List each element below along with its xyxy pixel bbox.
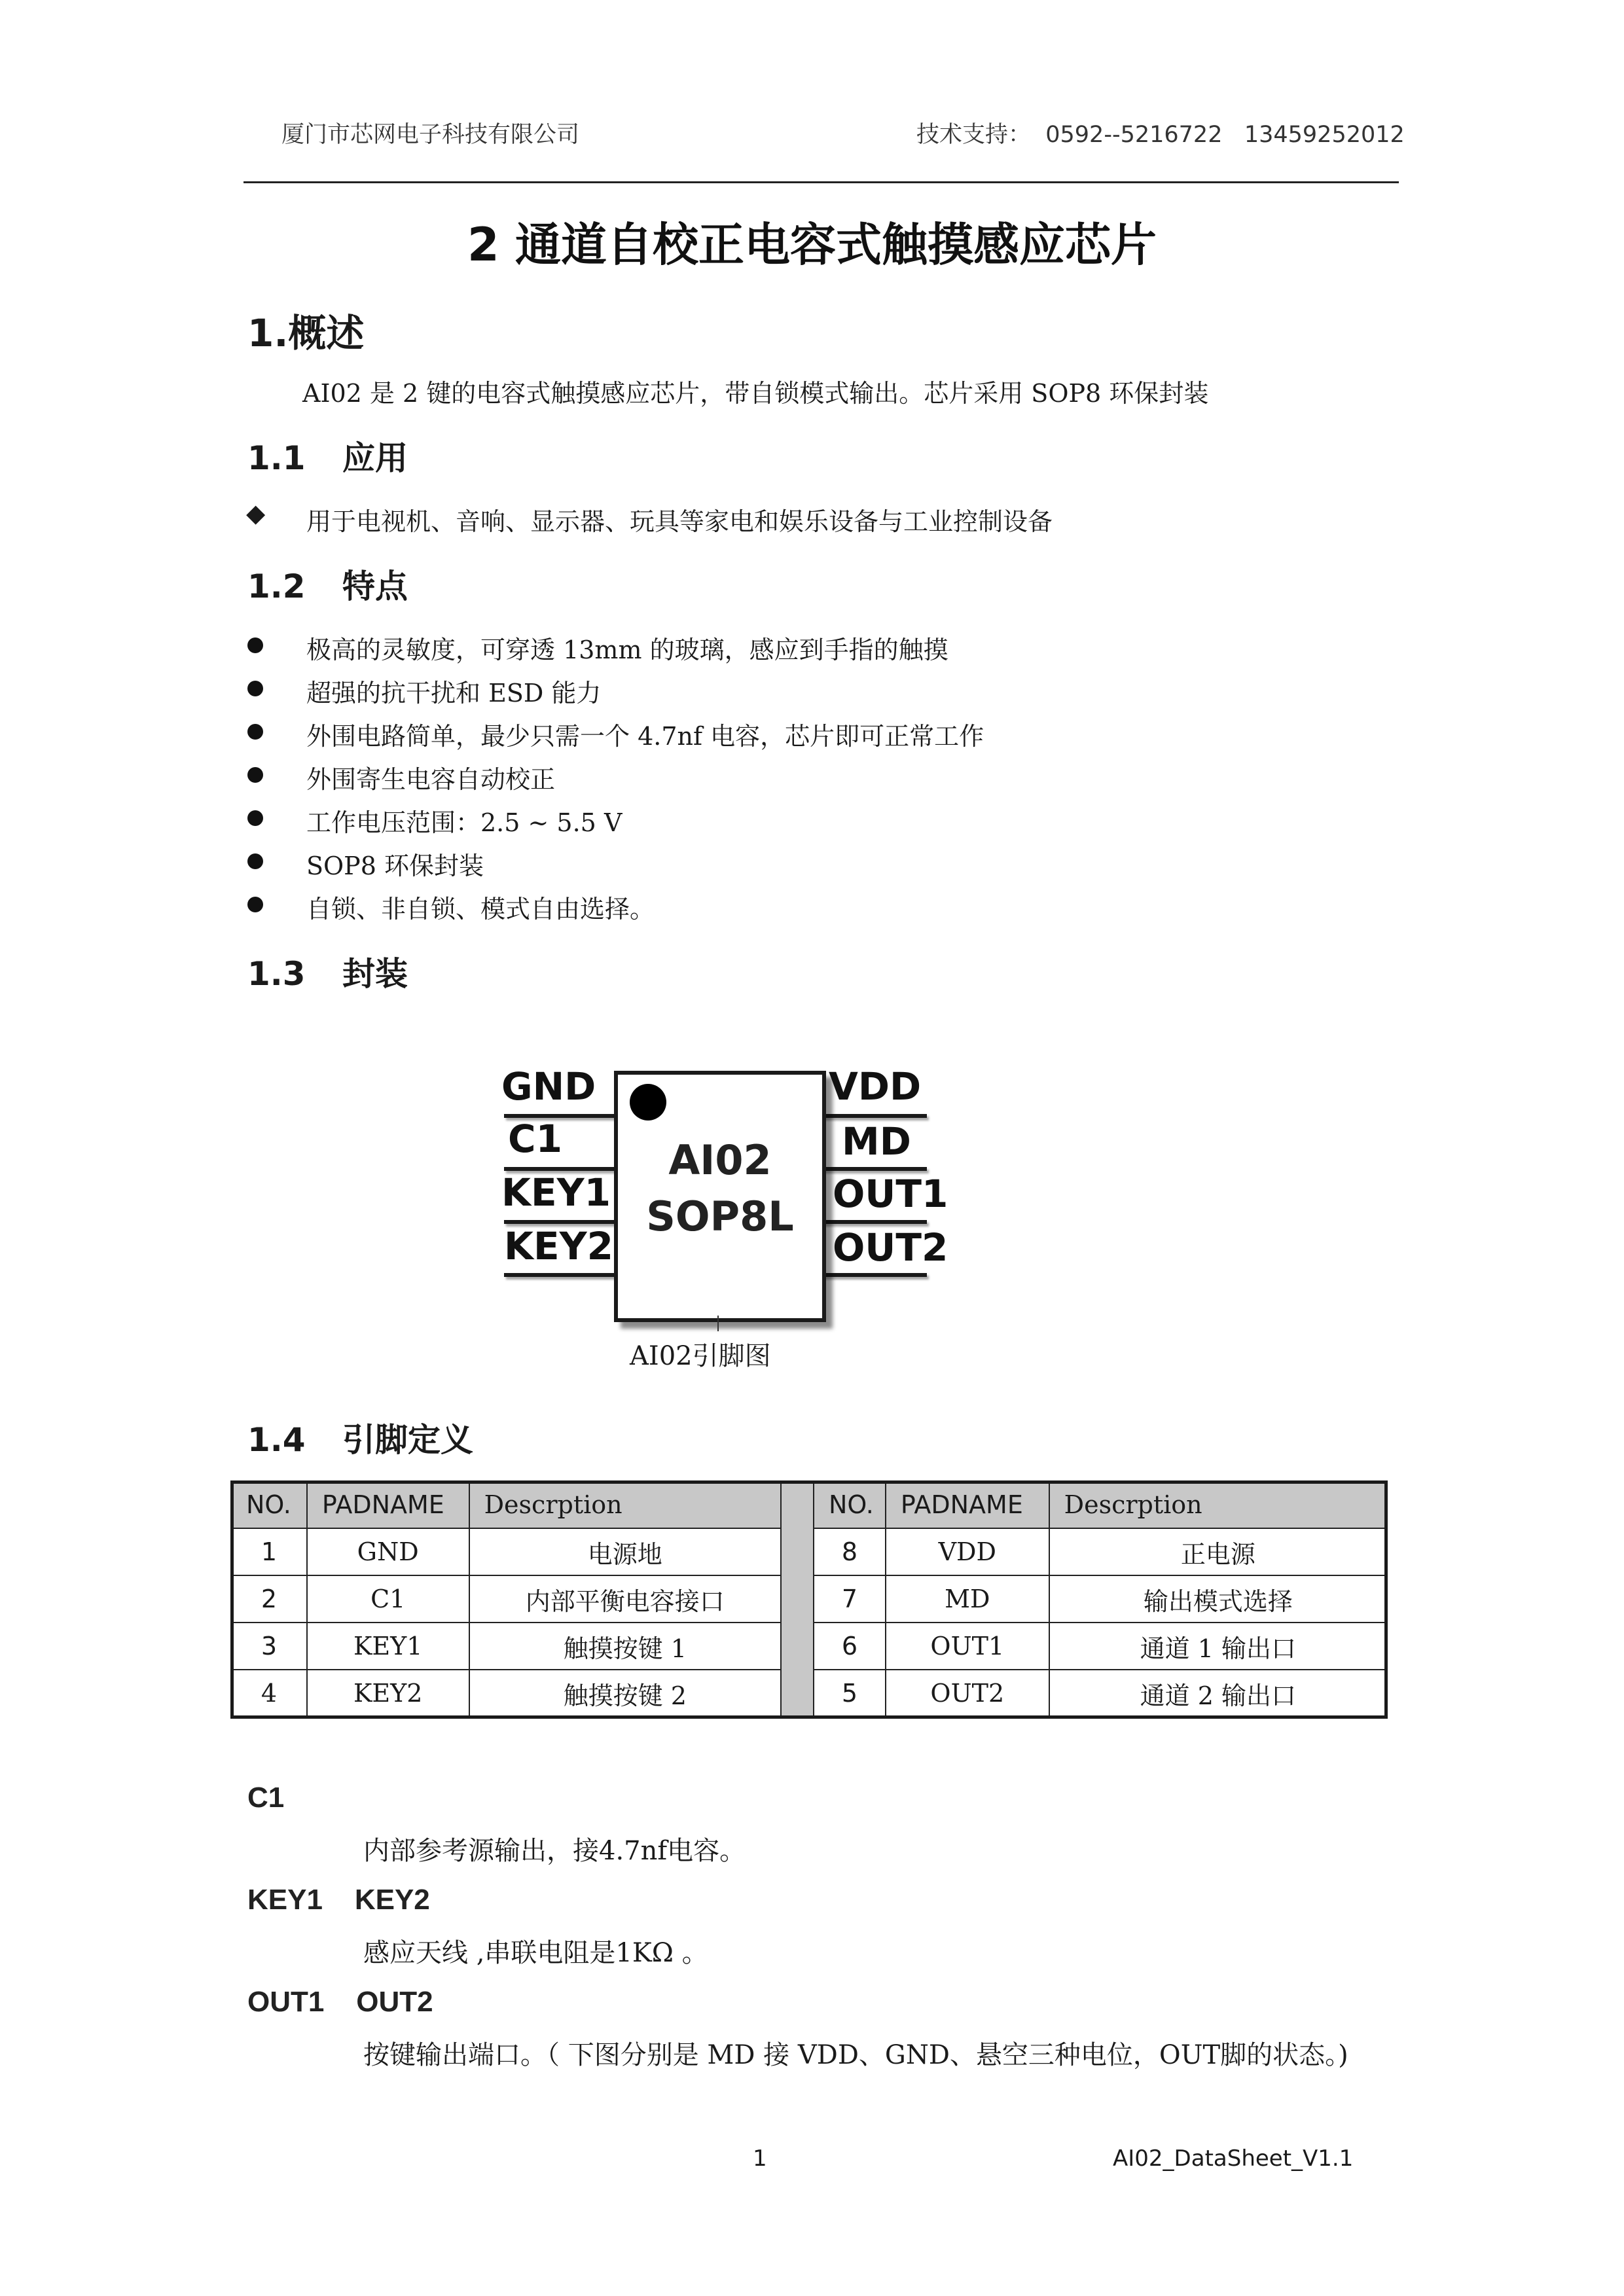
- pin-definition-heading: [247, 1414, 473, 1461]
- document-title: 2 通道自校正电容式触摸感应芯片: [467, 218, 1157, 272]
- table-row: 3 KEY1 触摸按键 1: [231, 1623, 781, 1670]
- section-number: 1.1: [247, 439, 306, 477]
- pin-lead: [504, 1273, 614, 1277]
- table-row: 6 OUT1 通道 1 输出口: [814, 1623, 1387, 1670]
- chip-model: AI02: [668, 1136, 772, 1184]
- pin1-marker-icon: [630, 1084, 666, 1121]
- section-number: 1.2: [247, 567, 306, 605]
- support-contact: 技术支持： 0592--5216722 13459252012: [916, 122, 1405, 148]
- overview-heading: 1.概述: [247, 311, 365, 355]
- section-title: 封装: [342, 955, 408, 993]
- pin-note-desc: 感应天线 ,串联电阻是1KΩ 。: [363, 1938, 708, 1968]
- pin-note-desc: 内部参考源输出，接4.7nf电容。: [363, 1836, 746, 1866]
- table-row: 7 MD 输出模式选择: [814, 1575, 1387, 1623]
- pin-label-gnd: GND: [501, 1064, 596, 1109]
- company-name: 厦门市芯网电子科技有限公司: [281, 122, 580, 148]
- table-divider-column: [780, 1480, 814, 1719]
- pin-label-key1: KEY1: [501, 1170, 611, 1215]
- pin-label-key2: KEY2: [504, 1224, 613, 1268]
- pin-note-title: OUT1 OUT2: [247, 1986, 433, 2018]
- pin-note-desc: 按键输出端口。（ 下图分别是 MD 接 VDD、GND、悬空三种电位，OUT脚的状态。): [363, 2040, 1348, 2070]
- pin-label-vdd: VDD: [829, 1064, 922, 1109]
- bullet-dot-icon: [247, 637, 263, 653]
- section-title: 特点: [342, 567, 408, 605]
- caption-tick: [717, 1316, 719, 1331]
- figure-caption: AI02引脚图: [630, 1341, 771, 1371]
- table-row: 4 KEY2 触摸按键 2: [231, 1670, 781, 1717]
- pin-label-md: MD: [842, 1119, 911, 1164]
- overview-text: AI02 是 2 键的电容式触摸感应芯片，带自锁模式输出。芯片采用 SOP8 环保封装: [302, 379, 1209, 408]
- pin-label-c1: C1: [508, 1117, 562, 1161]
- table-row: 2 C1 内部平衡电容接口: [231, 1575, 781, 1623]
- pin-lead: [822, 1273, 927, 1277]
- pin-lead: [822, 1167, 927, 1171]
- pin-note-title: KEY1 KEY2: [247, 1884, 430, 1916]
- table-header-row: NO. PADNAME Descrption: [814, 1481, 1387, 1528]
- pin-label-out1: OUT1: [833, 1172, 948, 1216]
- bullet-dot-icon: [247, 767, 263, 783]
- pin-note-title: C1: [247, 1782, 285, 1814]
- bullet-dot-icon: [247, 681, 263, 696]
- bullet-dot-icon: [247, 853, 263, 869]
- chip-package: SOP8L: [646, 1193, 794, 1240]
- pin-table-left: [230, 1480, 782, 1717]
- features-heading: [247, 560, 408, 607]
- page-number: 1: [753, 2145, 767, 2172]
- table-row: 5 OUT2 通道 2 输出口: [814, 1670, 1387, 1717]
- table-row: 8 VDD 正电源: [814, 1528, 1387, 1575]
- package-heading: [247, 948, 408, 995]
- bullet-dot-icon: [247, 810, 263, 826]
- pin-label-out2: OUT2: [833, 1225, 948, 1270]
- table-header-row: NO. PADNAME Descrption: [231, 1481, 781, 1528]
- pin-table-right: [813, 1480, 1388, 1717]
- diamond-bullet-icon: ◆: [246, 499, 266, 528]
- section-number: 1.3: [247, 955, 306, 993]
- section-title: 引脚定义: [342, 1421, 473, 1459]
- section-title: 应用: [342, 439, 408, 477]
- table-row: 1 GND 电源地: [231, 1528, 781, 1575]
- document-id: AI02_DataSheet_V1.1: [1113, 2145, 1354, 2172]
- section-number: 1.4: [247, 1421, 306, 1459]
- bullet-dot-icon: [247, 724, 263, 740]
- bullet-dot-icon: [247, 897, 263, 912]
- application-heading: [247, 432, 408, 479]
- header-rule: [244, 181, 1399, 183]
- pin-lead: [822, 1220, 927, 1224]
- pin-lead: [822, 1114, 927, 1118]
